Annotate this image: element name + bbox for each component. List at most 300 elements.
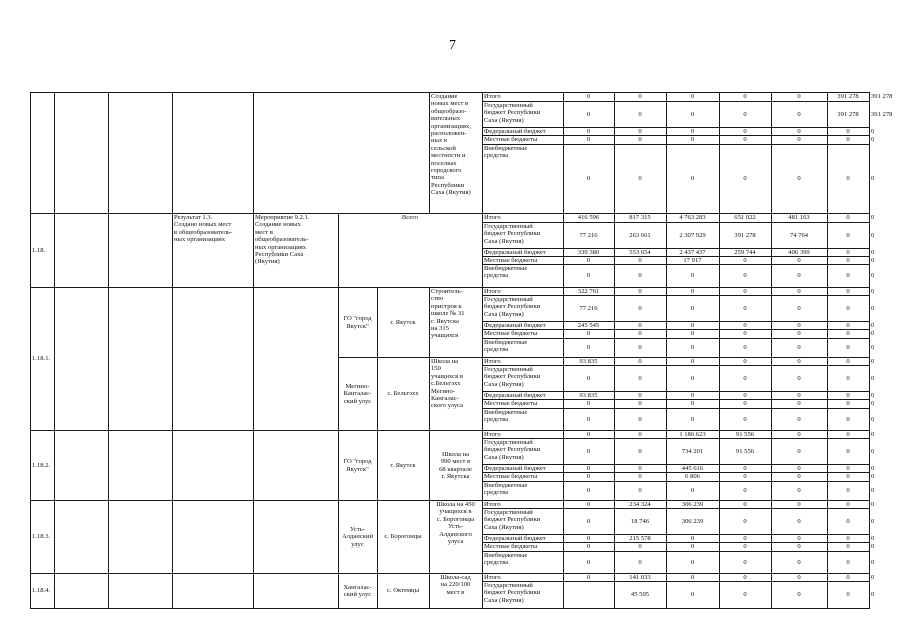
value-state-4-text: 91 556 — [735, 447, 755, 455]
value-local-2-text: 0 — [638, 543, 642, 551]
value-local-1 — [565, 473, 612, 481]
value-state-7 — [871, 102, 892, 127]
value-total-5-text: 481 163 — [788, 214, 810, 222]
value-extra-7-text: 0 — [871, 487, 875, 495]
value-extra-1-text: 0 — [586, 344, 591, 352]
value-state-1-text: 77 216 — [579, 304, 598, 312]
value-state-2 — [616, 366, 664, 391]
event-9-2-1-text: Мероприятие 9.2.1. Создание новых мест в общеобразователь- ных организациях Республики Саха (Якутия) — [255, 214, 310, 266]
value-federal-4-text: 0 — [743, 535, 747, 542]
value-local-2 — [616, 136, 664, 144]
value-total-7 — [871, 501, 874, 508]
value-federal-2-text: 215 578 — [629, 535, 651, 542]
value-state-7 — [871, 582, 874, 608]
municipality-yakutsk-2 — [340, 431, 375, 500]
value-federal-3 — [668, 465, 717, 472]
value-extra-4-text: 0 — [743, 272, 747, 280]
value-federal-1-text: 0 — [586, 465, 591, 472]
value-state-5 — [773, 509, 825, 534]
value-federal-6-text: 0 — [846, 465, 850, 472]
value-state-5-text: 0 — [797, 374, 801, 382]
object-school-beltehh — [431, 358, 480, 430]
column-rule — [30, 92, 31, 608]
value-extra-1 — [565, 339, 612, 357]
value-local-7-text: 0 — [871, 257, 875, 264]
object-school-31-text: Строитель- ство пристроя к школе № 31 г. Якутска на 315 учащихся — [431, 288, 465, 340]
value-state-5 — [773, 366, 825, 391]
value-total-3-text: 306 239 — [681, 501, 704, 508]
value-federal-2 — [616, 535, 664, 542]
value-total-1 — [565, 574, 612, 581]
value-extra-3 — [668, 265, 717, 287]
source-label-total-text: Итого — [484, 93, 501, 100]
value-total-2-text: 141 033 — [629, 574, 651, 581]
source-label-total — [484, 358, 561, 365]
value-total-7-text: 0 — [871, 501, 875, 508]
value-federal-7-text: 0 — [871, 128, 875, 135]
value-state-6-text: 0 — [846, 447, 850, 455]
value-local-6-text: 0 — [846, 330, 850, 338]
value-total-2-text: 817 315 — [629, 214, 651, 222]
value-total-1-text: 322 761 — [577, 288, 600, 295]
value-extra-2 — [616, 409, 664, 430]
value-total-1-text: 0 — [586, 574, 591, 581]
value-total-5 — [773, 214, 825, 222]
value-total-4-text: 0 — [743, 574, 747, 581]
value-extra-2 — [616, 552, 664, 573]
value-federal-4-text: 0 — [743, 392, 747, 399]
value-state-5 — [773, 102, 825, 127]
value-state-7-text: 0 — [871, 591, 875, 599]
municipality-khangalas-text: Хангалас- ский улус — [343, 583, 372, 598]
value-state-3 — [668, 582, 717, 608]
value-local-5 — [773, 473, 825, 481]
value-total-7 — [871, 288, 874, 295]
value-total-3 — [668, 358, 717, 365]
value-extra-6 — [829, 482, 867, 500]
value-federal-6 — [829, 249, 867, 256]
value-local-7-text: 0 — [871, 330, 875, 338]
value-extra-2 — [616, 482, 664, 500]
value-total-5 — [773, 358, 825, 365]
column-rule — [666, 92, 667, 608]
source-label-local-text: Местные бюджеты — [484, 257, 538, 264]
value-federal-6 — [829, 465, 867, 472]
value-extra-3-text: 0 — [690, 415, 695, 423]
value-local-3-text: 0 — [690, 400, 695, 408]
row-number-1-18-3-text: 1.18.3. — [32, 533, 51, 541]
value-extra-5 — [773, 482, 825, 500]
value-total-5 — [773, 574, 825, 581]
value-local-7 — [871, 136, 874, 144]
value-total-7 — [871, 93, 892, 101]
value-extra-2 — [616, 339, 664, 357]
value-state-3 — [668, 509, 717, 534]
value-total-2-text: 0 — [638, 358, 642, 365]
value-extra-3-text: 0 — [690, 344, 695, 352]
source-label-local — [484, 543, 561, 551]
value-local-3 — [668, 400, 717, 408]
value-local-2 — [616, 330, 664, 338]
value-local-4-text: 0 — [743, 330, 747, 338]
value-local-1-text: 0 — [586, 543, 591, 551]
value-local-3-text: 6 806 — [685, 473, 700, 481]
value-extra-5 — [773, 265, 825, 287]
row-number-1-18-text: 1.18. — [32, 246, 46, 254]
row-number-1-18-1-text: 1.18.1. — [32, 355, 51, 363]
value-federal-7 — [871, 392, 874, 399]
value-total-4 — [721, 574, 769, 581]
column-rule — [172, 92, 173, 608]
value-federal-4-text: 0 — [743, 465, 747, 472]
locality-borogontsy — [379, 501, 427, 573]
value-local-7 — [871, 473, 874, 481]
value-state-7 — [871, 223, 874, 248]
value-extra-3 — [668, 552, 717, 573]
value-total-2-text: 234 324 — [629, 501, 651, 508]
value-federal-1 — [565, 128, 612, 135]
value-state-2-text: 263 661 — [629, 231, 651, 239]
source-label-state — [484, 366, 561, 391]
value-total-4 — [721, 288, 769, 295]
value-extra-6 — [829, 552, 867, 573]
value-extra-5 — [773, 339, 825, 357]
value-state-3 — [668, 296, 717, 321]
value-local-5 — [773, 400, 825, 408]
value-total-1-text: 416 596 — [577, 214, 600, 222]
value-extra-1-text: 0 — [586, 487, 591, 495]
value-total-3-text: 4 763 283 — [679, 214, 706, 222]
value-local-1-text: 0 — [586, 257, 591, 264]
source-label-total-text: Итого — [484, 358, 501, 365]
value-federal-6-text: 0 — [846, 322, 850, 329]
value-federal-1-text: 339 380 — [577, 249, 600, 256]
column-rule — [172, 213, 173, 287]
row-number-1-18-4 — [32, 574, 52, 608]
value-extra-1 — [565, 145, 612, 213]
value-total-6-text: 0 — [846, 358, 850, 365]
value-federal-4-text: 0 — [743, 322, 747, 329]
value-federal-3-text: 0 — [690, 128, 695, 135]
value-total-2 — [616, 574, 664, 581]
value-total-7 — [871, 431, 874, 438]
value-extra-3-text: 0 — [690, 272, 695, 280]
result-1-3-text: Результат 1.3. Создано новых мест в общеобразователь- ных организациях — [174, 214, 233, 244]
locality-yakutsk-text: г. Якутск — [390, 318, 416, 326]
value-total-1 — [565, 93, 612, 101]
row-number-1-18-2 — [32, 431, 52, 500]
value-state-1-text: 0 — [586, 374, 591, 382]
source-label-federal-text: Федеральный бюджет — [484, 465, 546, 472]
value-total-6-text: 0 — [846, 288, 850, 295]
value-total-5 — [773, 501, 825, 508]
source-label-local-text: Местные бюджеты — [484, 543, 538, 550]
value-state-5-text: 0 — [797, 447, 801, 455]
value-federal-5-text: 0 — [797, 322, 801, 329]
value-local-7-text: 0 — [871, 543, 875, 551]
value-extra-7 — [871, 339, 874, 357]
value-state-2 — [616, 223, 664, 248]
value-total-4-text: 651 022 — [734, 214, 756, 222]
value-total-3 — [668, 288, 717, 295]
value-federal-4 — [721, 465, 769, 472]
source-label-state-text: Государственный бюджет Республики Саха (Якутия) — [484, 223, 541, 245]
value-total-3 — [668, 214, 717, 222]
source-label-local-text: Местные бюджеты — [484, 136, 538, 143]
source-label-local — [484, 136, 561, 144]
value-extra-5 — [773, 145, 825, 213]
value-federal-7-text: 0 — [871, 392, 875, 399]
value-federal-4 — [721, 249, 769, 256]
source-label-extra-text: Внебюджетные средства — [484, 339, 528, 354]
source-label-total-text: Итого — [484, 288, 501, 295]
value-local-7 — [871, 330, 874, 338]
value-state-7 — [871, 439, 874, 464]
value-state-7-text: 391 278 — [871, 110, 893, 118]
value-extra-4-text: 0 — [743, 415, 747, 423]
value-state-7-text: 0 — [871, 517, 875, 525]
locality-yakutsk-2-text: г. Якутск — [390, 461, 416, 469]
value-extra-6-text: 0 — [846, 415, 850, 423]
value-federal-7 — [871, 465, 874, 472]
locality-beltehh-text: с. Бельтэхх — [387, 390, 419, 398]
value-extra-6-text: 0 — [846, 558, 850, 566]
source-label-total — [484, 574, 561, 581]
value-total-4 — [721, 358, 769, 365]
value-local-7-text: 0 — [871, 400, 875, 408]
value-local-4 — [721, 400, 769, 408]
value-state-5 — [773, 296, 825, 321]
value-total-6 — [829, 574, 867, 581]
value-state-1 — [565, 582, 612, 608]
value-state-1-text: 0 — [586, 110, 591, 118]
value-extra-5-text: 0 — [797, 558, 801, 566]
value-state-2-text: 0 — [638, 447, 642, 455]
value-total-5-text: 0 — [797, 93, 801, 101]
top-block-description — [431, 93, 480, 213]
value-state-5-text: 0 — [797, 304, 801, 312]
value-state-6 — [829, 509, 867, 534]
source-label-federal — [484, 535, 561, 542]
value-local-4-text: 0 — [743, 400, 747, 408]
value-total-6-text: 0 — [846, 214, 850, 222]
value-federal-3 — [668, 128, 717, 135]
column-rule — [482, 92, 483, 608]
column-rule — [614, 92, 615, 608]
municipality-yakutsk-text: ГО "город Якутск" — [343, 315, 372, 330]
locality-yakutsk — [379, 288, 427, 357]
value-state-2-text: 0 — [638, 374, 642, 382]
value-total-5 — [773, 288, 825, 295]
value-extra-1-text: 0 — [586, 175, 591, 183]
value-extra-4-text: 0 — [743, 558, 747, 566]
value-federal-6 — [829, 392, 867, 399]
value-total-4 — [721, 431, 769, 438]
value-extra-7-text: 0 — [871, 272, 875, 280]
value-local-2 — [616, 257, 664, 264]
value-local-5-text: 0 — [797, 330, 801, 338]
value-state-7-text: 0 — [871, 374, 875, 382]
column-rule — [563, 92, 564, 608]
value-total-6 — [829, 358, 867, 365]
value-total-4-text: 0 — [743, 501, 747, 508]
value-extra-2 — [616, 145, 664, 213]
source-label-federal-text: Федеральный бюджет — [484, 322, 546, 329]
value-federal-3 — [668, 392, 717, 399]
value-state-6 — [829, 582, 867, 608]
value-state-5-text: 0 — [797, 110, 801, 118]
value-local-4 — [721, 136, 769, 144]
value-extra-7-text: 0 — [871, 558, 875, 566]
value-total-2 — [616, 501, 664, 508]
value-federal-3-text: 2 437 437 — [679, 249, 706, 256]
event-9-2-1 — [255, 214, 336, 287]
value-federal-4 — [721, 128, 769, 135]
value-federal-7-text: 0 — [871, 465, 875, 472]
source-label-total — [484, 431, 561, 438]
value-extra-1-text: 0 — [586, 415, 591, 423]
value-extra-4 — [721, 552, 769, 573]
value-federal-1 — [565, 249, 612, 256]
value-total-5-text: 0 — [797, 431, 801, 438]
value-extra-3-text: 0 — [690, 558, 695, 566]
value-federal-3-text: 445 616 — [681, 465, 704, 472]
value-extra-7-text: 0 — [871, 175, 875, 183]
value-state-4-text: 0 — [743, 110, 747, 118]
value-total-3 — [668, 501, 717, 508]
value-total-5-text: 0 — [797, 574, 801, 581]
value-local-1-text: 0 — [586, 330, 591, 338]
value-local-6 — [829, 330, 867, 338]
value-extra-6 — [829, 265, 867, 287]
value-extra-2-text: 0 — [638, 272, 642, 280]
value-federal-4-text: 0 — [743, 128, 747, 135]
value-federal-2 — [616, 392, 664, 399]
source-label-federal-text: Федеральный бюджет — [484, 249, 546, 256]
value-local-3-text: 0 — [690, 330, 695, 338]
value-federal-1-text: 93 835 — [579, 392, 598, 399]
value-total-3-text: 0 — [690, 358, 695, 365]
value-local-1-text: 0 — [586, 400, 591, 408]
source-label-federal — [484, 392, 561, 399]
column-rule — [827, 92, 828, 608]
value-total-6-text: 0 — [846, 501, 850, 508]
value-federal-5 — [773, 465, 825, 472]
source-label-local-text: Местные бюджеты — [484, 473, 538, 480]
value-extra-6-text: 0 — [846, 175, 850, 183]
value-extra-5-text: 0 — [797, 344, 801, 352]
value-total-2 — [616, 214, 664, 222]
value-extra-2-text: 0 — [638, 558, 642, 566]
source-label-extra — [484, 409, 561, 430]
source-label-federal-text: Федеральный бюджет — [484, 392, 546, 399]
source-label-total-text: Итого — [484, 431, 501, 438]
value-state-3 — [668, 102, 717, 127]
value-local-6 — [829, 543, 867, 551]
value-local-3 — [668, 136, 717, 144]
value-state-6 — [829, 223, 867, 248]
value-state-4 — [721, 296, 769, 321]
object-school-450 — [431, 501, 480, 573]
value-extra-7 — [871, 265, 874, 287]
value-local-2 — [616, 400, 664, 408]
municipality-megino-text: Мегино- Кангалас- ский улус — [343, 382, 372, 405]
value-total-2 — [616, 288, 664, 295]
value-total-1 — [565, 288, 612, 295]
source-label-state-text: Государственный бюджет Республики Саха (Якутия) — [484, 296, 541, 318]
value-federal-5-text: 0 — [797, 465, 801, 472]
value-state-1-text: 0 — [586, 517, 591, 525]
source-label-state — [484, 296, 561, 321]
value-local-6 — [829, 473, 867, 481]
value-state-3 — [668, 439, 717, 464]
value-total-1-text: 93 835 — [579, 358, 598, 365]
value-total-4-text: 91 556 — [735, 431, 755, 438]
value-total-6-text: 0 — [846, 574, 850, 581]
value-federal-5-text: 0 — [797, 392, 801, 399]
value-total-3 — [668, 574, 717, 581]
value-state-3-text: 306 239 — [681, 517, 704, 525]
value-extra-4 — [721, 409, 769, 430]
value-local-7 — [871, 543, 874, 551]
value-state-5 — [773, 439, 825, 464]
column-rule — [108, 92, 109, 608]
value-state-6 — [829, 102, 867, 127]
value-state-2 — [616, 102, 664, 127]
value-extra-7 — [871, 482, 874, 500]
value-local-2-text: 0 — [638, 136, 642, 144]
value-extra-3 — [668, 482, 717, 500]
value-extra-5-text: 0 — [797, 487, 801, 495]
locality-borogontsy-text: с. Борогонцы — [384, 533, 422, 541]
value-state-4-text: 391 278 — [734, 231, 756, 239]
value-local-4 — [721, 543, 769, 551]
value-local-2-text: 0 — [638, 257, 642, 264]
value-extra-7 — [871, 145, 874, 213]
value-state-5-text: 74 764 — [789, 231, 809, 239]
value-federal-6 — [829, 128, 867, 135]
value-total-5-text: 0 — [797, 358, 801, 365]
source-label-extra-text: Внебюджетные средства — [484, 482, 528, 497]
value-extra-1 — [565, 552, 612, 573]
value-state-1-text: 0 — [586, 447, 591, 455]
source-label-federal — [484, 128, 561, 135]
value-state-3-text: 2 307 929 — [679, 231, 706, 239]
value-total-7-text: 0 — [871, 574, 875, 581]
value-total-7-text: 0 — [871, 214, 875, 222]
value-state-4 — [721, 439, 769, 464]
value-local-6 — [829, 257, 867, 264]
value-state-2 — [616, 509, 664, 534]
value-total-1-text: 0 — [586, 501, 591, 508]
column-rule — [719, 92, 720, 608]
value-state-4 — [721, 582, 769, 608]
value-local-1-text: 0 — [586, 473, 591, 481]
value-extra-4-text: 0 — [743, 344, 747, 352]
value-extra-7-text: 0 — [871, 344, 875, 352]
value-extra-6-text: 0 — [846, 272, 850, 280]
row-number-1-18-3 — [32, 501, 52, 573]
value-state-3-text: 0 — [690, 304, 695, 312]
source-label-local — [484, 473, 561, 481]
municipality-khangalas — [340, 574, 375, 608]
value-local-5 — [773, 136, 825, 144]
value-local-4-text: 0 — [743, 136, 747, 144]
value-extra-5-text: 0 — [797, 272, 801, 280]
value-extra-5-text: 0 — [797, 175, 801, 183]
value-state-3-text: 734 201 — [681, 447, 704, 455]
municipality-megino — [340, 358, 375, 430]
